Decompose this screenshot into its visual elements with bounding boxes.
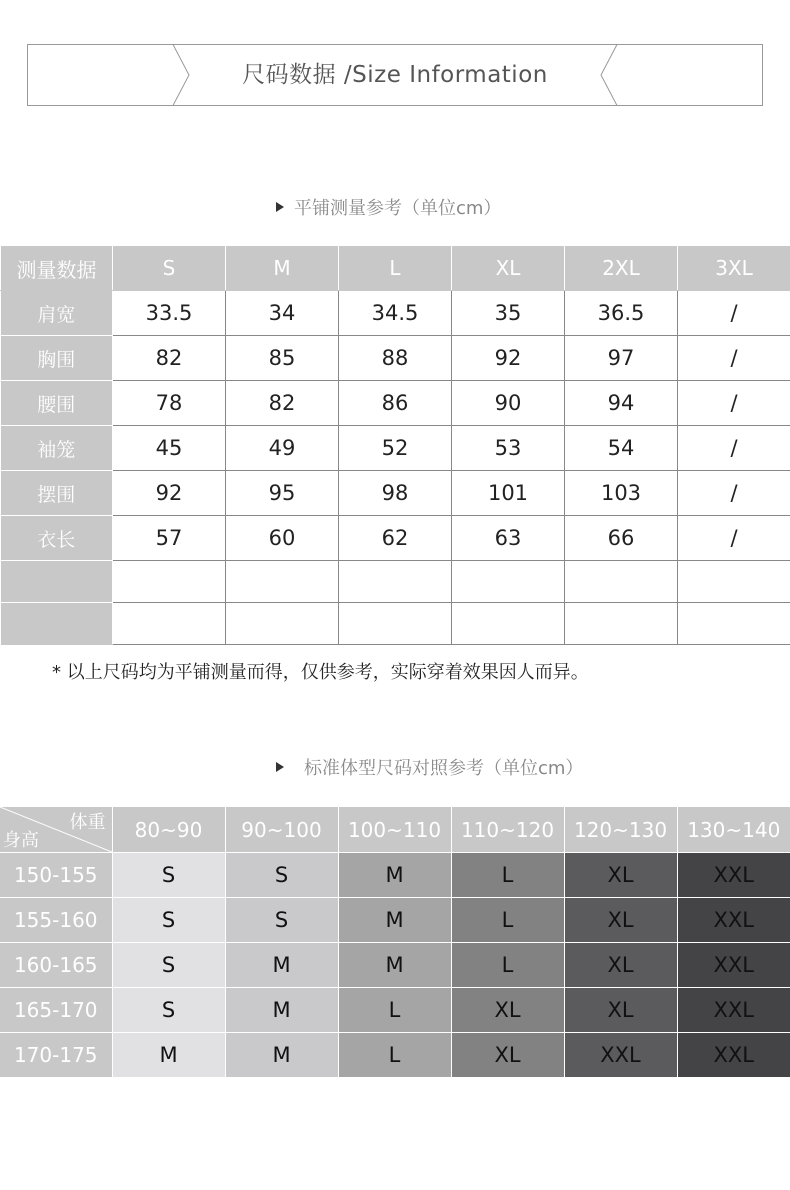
table-cell: 33.5	[113, 291, 226, 336]
table-cell: 95	[226, 471, 339, 516]
size-cell: XL	[451, 988, 564, 1033]
table-cell-empty	[565, 603, 678, 645]
size-cell: XXL	[677, 988, 790, 1033]
table-cell: 34.5	[339, 291, 452, 336]
play-triangle-icon	[276, 202, 284, 212]
size-cell: XL	[564, 943, 677, 988]
weight-header: 130~140	[677, 807, 790, 853]
table-row	[0, 988, 790, 1033]
banner-title: 尺码数据 /Size Information	[242, 62, 548, 88]
table-cell: /	[678, 291, 790, 336]
size-cell: L	[338, 1033, 451, 1078]
table-cell: 88	[339, 336, 452, 381]
table-cell: /	[678, 381, 790, 426]
table-cell: 63	[452, 516, 565, 561]
size-cell: XL	[564, 898, 677, 943]
weight-header: 80~90	[112, 807, 225, 853]
size-header: L	[339, 246, 452, 291]
measurement-table	[0, 245, 790, 645]
row-label: 胸围	[1, 336, 113, 381]
table-cell: 34	[226, 291, 339, 336]
play-triangle-icon	[276, 762, 284, 772]
table-cell-empty	[565, 561, 678, 603]
size-cell: S	[225, 898, 338, 943]
size-cell: S	[112, 988, 225, 1033]
size-cell: S	[112, 853, 225, 898]
row-label: 肩宽	[1, 291, 113, 336]
table-cell: 57	[113, 516, 226, 561]
size-cell: XL	[564, 853, 677, 898]
size-cell: M	[225, 943, 338, 988]
height-label: 160-165	[0, 943, 112, 988]
table-cell: 78	[113, 381, 226, 426]
table-row	[1, 516, 790, 561]
size-cell: XL	[564, 988, 677, 1033]
size-cell: S	[112, 943, 225, 988]
table-row	[1, 291, 790, 336]
table-cell-empty	[113, 561, 226, 603]
row-label: 衣长	[1, 516, 113, 561]
table-row	[0, 853, 790, 898]
table-cell-empty	[113, 603, 226, 645]
height-label: 170-175	[0, 1033, 112, 1078]
row-label: 袖笼	[1, 426, 113, 471]
table-cell-empty	[452, 561, 565, 603]
table-cell-empty	[678, 603, 790, 645]
weight-header: 90~100	[225, 807, 338, 853]
table-row	[0, 1033, 790, 1078]
height-axis-label: 身高	[3, 830, 39, 851]
measurement-header-row	[1, 246, 790, 291]
size-cell: XXL	[677, 1033, 790, 1078]
size-cell: XXL	[677, 853, 790, 898]
table-cell: 62	[339, 516, 452, 561]
row-label-empty	[1, 603, 113, 645]
table-cell-empty	[452, 603, 565, 645]
table-cell: 92	[113, 471, 226, 516]
corner-header-cell	[0, 807, 112, 853]
table-cell: 60	[226, 516, 339, 561]
size-cell: S	[225, 853, 338, 898]
table-cell-empty	[226, 561, 339, 603]
size-cell: M	[225, 988, 338, 1033]
measurement-note: * 以上尺码均为平铺测量而得，仅供参考，实际穿着效果因人而异。	[52, 662, 589, 683]
table-row	[1, 381, 790, 426]
table-cell-empty	[226, 603, 339, 645]
row-label: 摆围	[1, 471, 113, 516]
table-row	[0, 943, 790, 988]
size-cell: M	[112, 1033, 225, 1078]
table-cell: /	[678, 426, 790, 471]
height-label: 155-160	[0, 898, 112, 943]
table-cell: 53	[452, 426, 565, 471]
table-cell: 97	[565, 336, 678, 381]
size-header: M	[226, 246, 339, 291]
table-cell: 45	[113, 426, 226, 471]
reference-title-text: 标准体型尺码对照参考（单位cm）	[304, 758, 584, 779]
weight-axis-label: 体重	[69, 812, 106, 833]
table-cell: 82	[113, 336, 226, 381]
weight-header: 110~120	[451, 807, 564, 853]
size-header: S	[113, 246, 226, 291]
size-cell: M	[338, 898, 451, 943]
table-cell: /	[678, 516, 790, 561]
size-cell: L	[451, 898, 564, 943]
size-header: XL	[452, 246, 565, 291]
table-cell: 49	[226, 426, 339, 471]
size-cell: S	[112, 898, 225, 943]
table-cell: 66	[565, 516, 678, 561]
height-label: 165-170	[0, 988, 112, 1033]
table-cell-empty	[339, 603, 452, 645]
table-row	[1, 336, 790, 381]
title-banner	[27, 44, 763, 106]
row-label: 腰围	[1, 381, 113, 426]
size-cell: L	[451, 943, 564, 988]
table-cell: 35	[452, 291, 565, 336]
size-header: 3XL	[678, 246, 790, 291]
weight-header: 100~110	[338, 807, 451, 853]
empty-row	[1, 603, 790, 645]
table-cell-empty	[339, 561, 452, 603]
measure-section-title	[276, 194, 501, 220]
table-cell: 36.5	[565, 291, 678, 336]
table-row	[1, 426, 790, 471]
measurement-header-label: 测量数据	[1, 246, 113, 291]
table-row	[0, 898, 790, 943]
table-cell: /	[678, 336, 790, 381]
table-cell-empty	[678, 561, 790, 603]
size-cell: XXL	[677, 943, 790, 988]
reference-header-row	[0, 807, 790, 853]
table-cell: 82	[226, 381, 339, 426]
size-cell: XXL	[677, 898, 790, 943]
row-label-empty	[1, 561, 113, 603]
table-cell: 52	[339, 426, 452, 471]
table-cell: 101	[452, 471, 565, 516]
size-cell: M	[225, 1033, 338, 1078]
size-cell: M	[338, 853, 451, 898]
height-label: 150-155	[0, 853, 112, 898]
size-cell: L	[338, 988, 451, 1033]
table-cell: 98	[339, 471, 452, 516]
size-cell: M	[338, 943, 451, 988]
table-cell: 85	[226, 336, 339, 381]
size-reference-table	[0, 807, 790, 1077]
empty-row	[1, 561, 790, 603]
table-cell: 90	[452, 381, 565, 426]
table-row	[1, 471, 790, 516]
size-cell: L	[451, 853, 564, 898]
size-header: 2XL	[565, 246, 678, 291]
table-cell: 94	[565, 381, 678, 426]
table-cell: 54	[565, 426, 678, 471]
weight-header: 120~130	[564, 807, 677, 853]
reference-section-title	[276, 754, 583, 780]
table-cell: 92	[452, 336, 565, 381]
table-cell: /	[678, 471, 790, 516]
size-cell: XXL	[564, 1033, 677, 1078]
measure-title-text: 平铺测量参考（单位cm）	[294, 198, 502, 219]
table-cell: 86	[339, 381, 452, 426]
size-cell: XL	[451, 1033, 564, 1078]
table-cell: 103	[565, 471, 678, 516]
